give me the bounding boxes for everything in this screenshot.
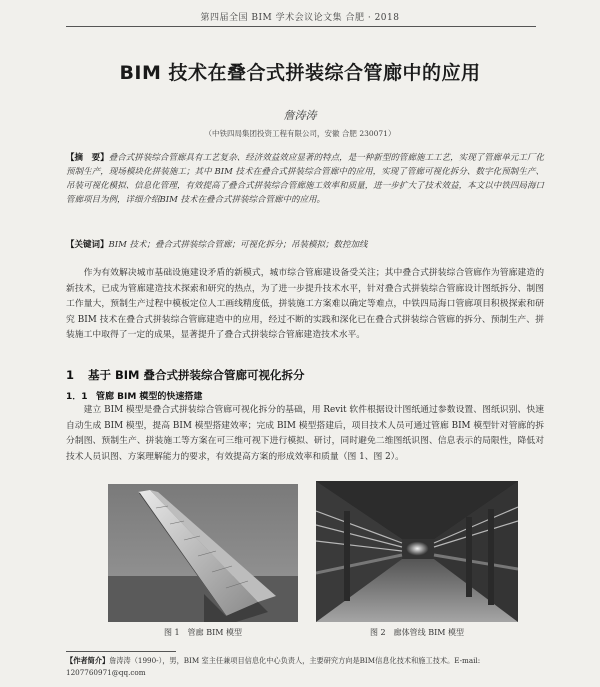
section-heading-1 [66,367,305,383]
section-number: 1 [66,368,75,382]
subsection-title: 管廊 BIM 模型的快速搭建 [96,392,203,402]
author-affiliation: （中铁四局集团投资工程有限公司，安徽 合肥 230071） [204,129,396,138]
subsection-number: 1．1 [66,392,88,402]
intro-paragraph: 作为有效解决城市基础设施建设矛盾的新模式，城市综合管廊建设备受关注；其中叠合式拼装综合管廊作为管廊建造的新技术，已成为管廊建造技术探索和研究的热点，为了进一步提升技术水平，针对叠合式拼装综合管廊设计图纸拆分、制图工作量大，预制生产过程中模板定位人工画线精度低，拼装施工方案难以确定等难点，中铁四局海口管廊项目积极探索和研究 BIM 技术在叠合式拼装综合管廊建造中的应用，经过不断的实践和深化已在叠合式拼装综合管廊的拆分、预制生产、拼装施工中取得了一定的成果，显著提升了叠合式拼装综合管廊建造技术水平。 [66,268,544,340]
header-rule [66,26,536,27]
abstract-text: 叠合式拼装综合管廊具有工艺复杂、经济效益效应显著的特点，是一种新型的管廊施工工艺，实现了管廊单元工厂化预制生产，现场模块化拼装施工；其中 BIM 技术在叠合式拼装综合管廊中的应用，实现了管廊可视化拆分、数字化预制生产、吊装可视化模拟、信息化管理，有效提高了叠合式拼装综合管廊施工效率和质量，进一步扩大了技术效益，本文以中铁四局海口管廊项目为例，详细介绍BIM 技术在叠合式拼装综合管廊中的应用。 [66,153,544,205]
figure-1-caption: 图 1 管廊 BIM 模型 [164,628,242,637]
keywords-label: 【关键词】 [66,240,109,250]
subsection-heading-1-1 [66,389,202,402]
paper-title: BIM 技术在叠合式拼装综合管廊中的应用 [119,62,481,84]
figure-2-caption: 图 2 廊体管线 BIM 模型 [370,628,464,637]
running-header: 第四届全国 BIM 学术会议论文集 合肥 · 2018 [200,13,400,23]
footnote-rule [66,651,176,652]
section-title: 基于 BIM 叠合式拼装综合管廊可视化拆分 [88,368,305,382]
abstract [66,151,544,207]
keywords-text: BIM 技术；叠合式拼装综合管廊；可视化拆分；吊装模拟；数控加线 [108,240,368,250]
abstract-label: 【摘 要】 [66,153,109,163]
author-name: 詹涛涛 [283,109,317,122]
author-footnote [66,655,544,679]
subsection-paragraph: 建立 BIM 模型是叠合式拼装综合管廊可视化拆分的基础，用 Revit 软件根据设计图纸通过参数设置、图纸识别、快速自动生成 BIM 模型，提高 BIM 模型搭建效率；完成 BIM 模型搭建后，项目技术人员可通过管廊 BIM 模型针对管廊的拆分制图、预制生产、拼装施工等方案在可三维可视下进行模拟、研讨，同时避免二维图纸识图、信息表示的局限性，降低对技术人员识图、方案理解能力的要求，有效提高方案的形成效率和质量（图 1、图 2）。 [66,405,544,462]
figure-2-image [316,481,518,622]
figure-1-image [108,484,298,622]
footnote-label: 【作者简介】 [66,656,110,665]
keywords [66,238,544,252]
footnote-text: 詹涛涛（1990-），男，BIM 室主任兼项目信息化中心负责人，主要研究方向是BIM信息化技术和施工技术。E-mail: 1207760971@qq.com [66,656,481,677]
